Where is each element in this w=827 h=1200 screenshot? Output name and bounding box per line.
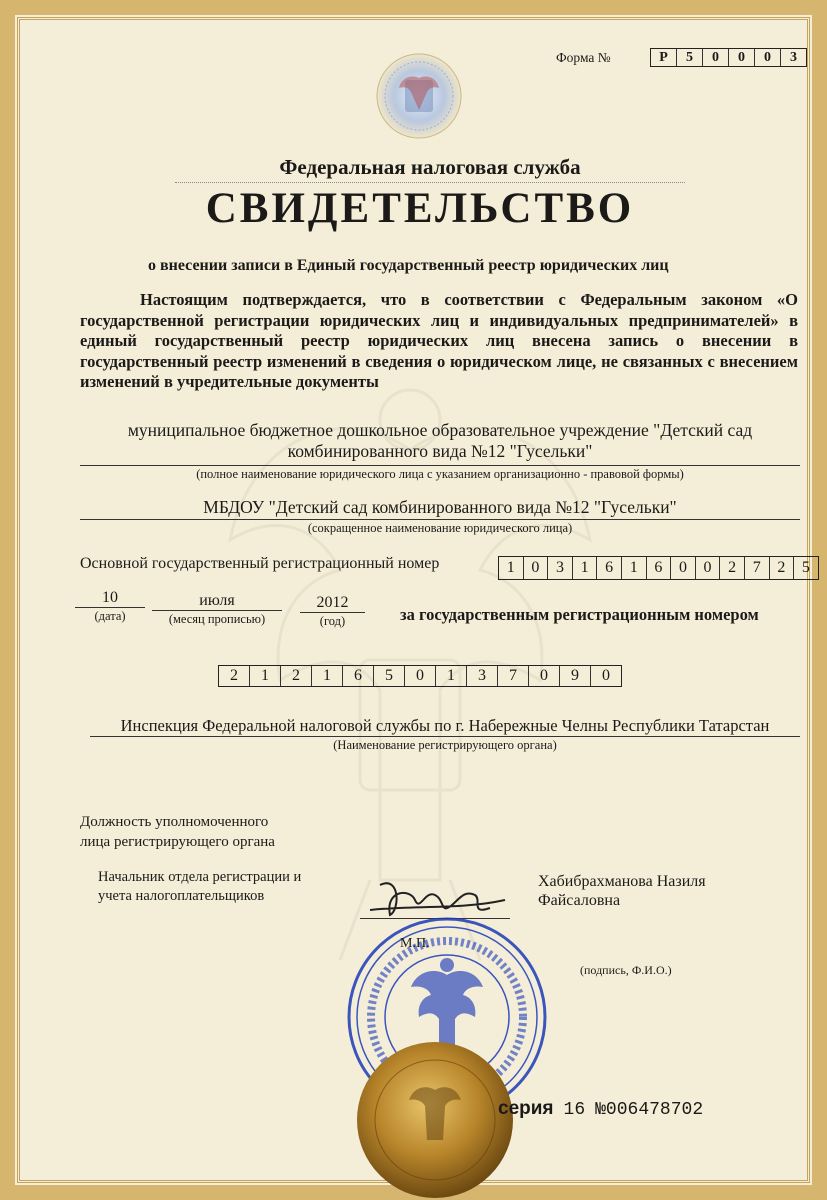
grn-digit: 5 (373, 666, 404, 686)
date-year-caption: (год) (319, 614, 346, 628)
gold-seal-icon (355, 1040, 515, 1200)
ogrn-digit: 2 (719, 557, 744, 579)
agency-name: Федеральная налоговая служба (279, 155, 581, 179)
ogrn-label: Основной государственный регистрационный номер (80, 555, 440, 572)
grn-digit: 1 (311, 666, 342, 686)
grn-digit: 0 (528, 666, 559, 686)
registering-authority: Инспекция Федеральной налоговой службы по г. Набережные Челны Республики Татарстан (120, 716, 770, 735)
grn-digit: 1 (435, 666, 466, 686)
grn-digit: 3 (466, 666, 497, 686)
ogrn-digit: 5 (793, 557, 818, 579)
ogrn-digit: 1 (506, 559, 515, 576)
agency-underline (175, 182, 685, 183)
series-value: 16 (563, 1100, 586, 1120)
document-title: СВИДЕТЕЛЬСТВО (205, 185, 635, 232)
signatory-position (80, 812, 275, 852)
date-year: 2012 (316, 594, 349, 611)
ogrn-digit: 7 (744, 557, 769, 579)
form-code-digit: 3 (780, 49, 806, 66)
name-line2: Файсаловна (538, 892, 621, 909)
authority-caption: (Наименование регистрирующего органа) (333, 738, 557, 752)
form-code (650, 48, 807, 67)
ogrn-digit: 1 (621, 557, 646, 579)
form-label: Форма № (556, 50, 611, 65)
date-day: 10 (102, 589, 118, 606)
org-full-name (80, 420, 800, 462)
grn-digit: 1 (249, 666, 280, 686)
serial-number: №006478702 (595, 1100, 704, 1120)
signature-caption: (подпись, Ф.И.О.) (580, 963, 672, 977)
grn-digit: 0 (590, 666, 621, 686)
form-code-digit: Р (659, 50, 668, 65)
form-code-digit: 5 (676, 49, 702, 66)
form-code-digit: 0 (702, 49, 728, 66)
ogrn-digit: 3 (547, 557, 572, 579)
date-month-underline (152, 610, 282, 611)
grn-digit: 2 (230, 667, 238, 684)
form-code-digit: 0 (728, 49, 754, 66)
ogrn-digits (498, 556, 819, 580)
ogrn-digit: 0 (695, 557, 720, 579)
date-day-caption: (дата) (94, 609, 126, 623)
authority-underline (90, 736, 800, 737)
grn-digit: 0 (404, 666, 435, 686)
grn-digit: 9 (559, 666, 590, 686)
stamp-place-label: М.П. (400, 936, 430, 951)
org-full-name-underline (80, 465, 800, 466)
org-short-name-underline (80, 519, 800, 520)
org-full-name-line1: муниципальное бюджетное дошкольное образовательное учреждение "Детский сад (127, 420, 753, 440)
grn-digits (218, 665, 622, 687)
position-line1: Должность уполномоченного (80, 814, 269, 830)
title-line1: Начальник отдела регистрации и (98, 869, 302, 885)
signatory-name (538, 872, 706, 910)
ogrn-digit: 1 (572, 557, 597, 579)
date-year-underline (300, 612, 365, 613)
grn-label: за государственным регистрационным номером (400, 605, 759, 624)
hologram-emblem-icon (375, 52, 463, 140)
signatory-title (98, 868, 301, 906)
position-line2: лица регистрирующего органа (80, 834, 275, 850)
date-month: июля (199, 592, 235, 609)
series-number (498, 1098, 703, 1120)
grn-digit: 2 (280, 666, 311, 686)
ogrn-digit: 6 (646, 557, 671, 579)
date-day-underline (75, 607, 145, 608)
series-label: серия (498, 1098, 554, 1119)
org-full-name-line2: комбинированного вида №12 "Гусельки" (287, 441, 593, 461)
org-short-name: МБДОУ "Детский сад комбинированного вида №12 "Гусельки" (203, 497, 677, 517)
body-paragraph: Настоящим подтверждается, что в соответствии с Федеральным законом «О государственной регистрации юридических лиц и индивидуальных предпринимателей» в единый государственный реестр юридических лиц внесена запись о внесении в государственный реестр изменений в сведения о юридическом лице, не связанных с внесением изменений в учредительные документы (80, 290, 798, 391)
grn-digit: 6 (342, 666, 373, 686)
ogrn-digit: 0 (670, 557, 695, 579)
title-line2: учета налогоплательщиков (98, 888, 265, 904)
form-code-digit: 0 (754, 49, 780, 66)
ogrn-digit: 2 (769, 557, 794, 579)
document-subtitle: о внесении записи в Единый государственный реестр юридических лиц (148, 257, 669, 274)
grn-digit: 7 (497, 666, 528, 686)
ogrn-digit: 0 (523, 557, 548, 579)
org-short-name-caption: (сокращенное наименование юридического лица) (307, 521, 573, 535)
ogrn-digit: 6 (596, 557, 621, 579)
date-month-caption: (месяц прописью) (168, 612, 266, 626)
org-full-name-caption: (полное наименование юридического лица с указанием организационно - правовой формы) (196, 467, 684, 481)
signature-icon (360, 870, 510, 930)
name-line1: Хабибрахманова Назиля (538, 873, 706, 890)
